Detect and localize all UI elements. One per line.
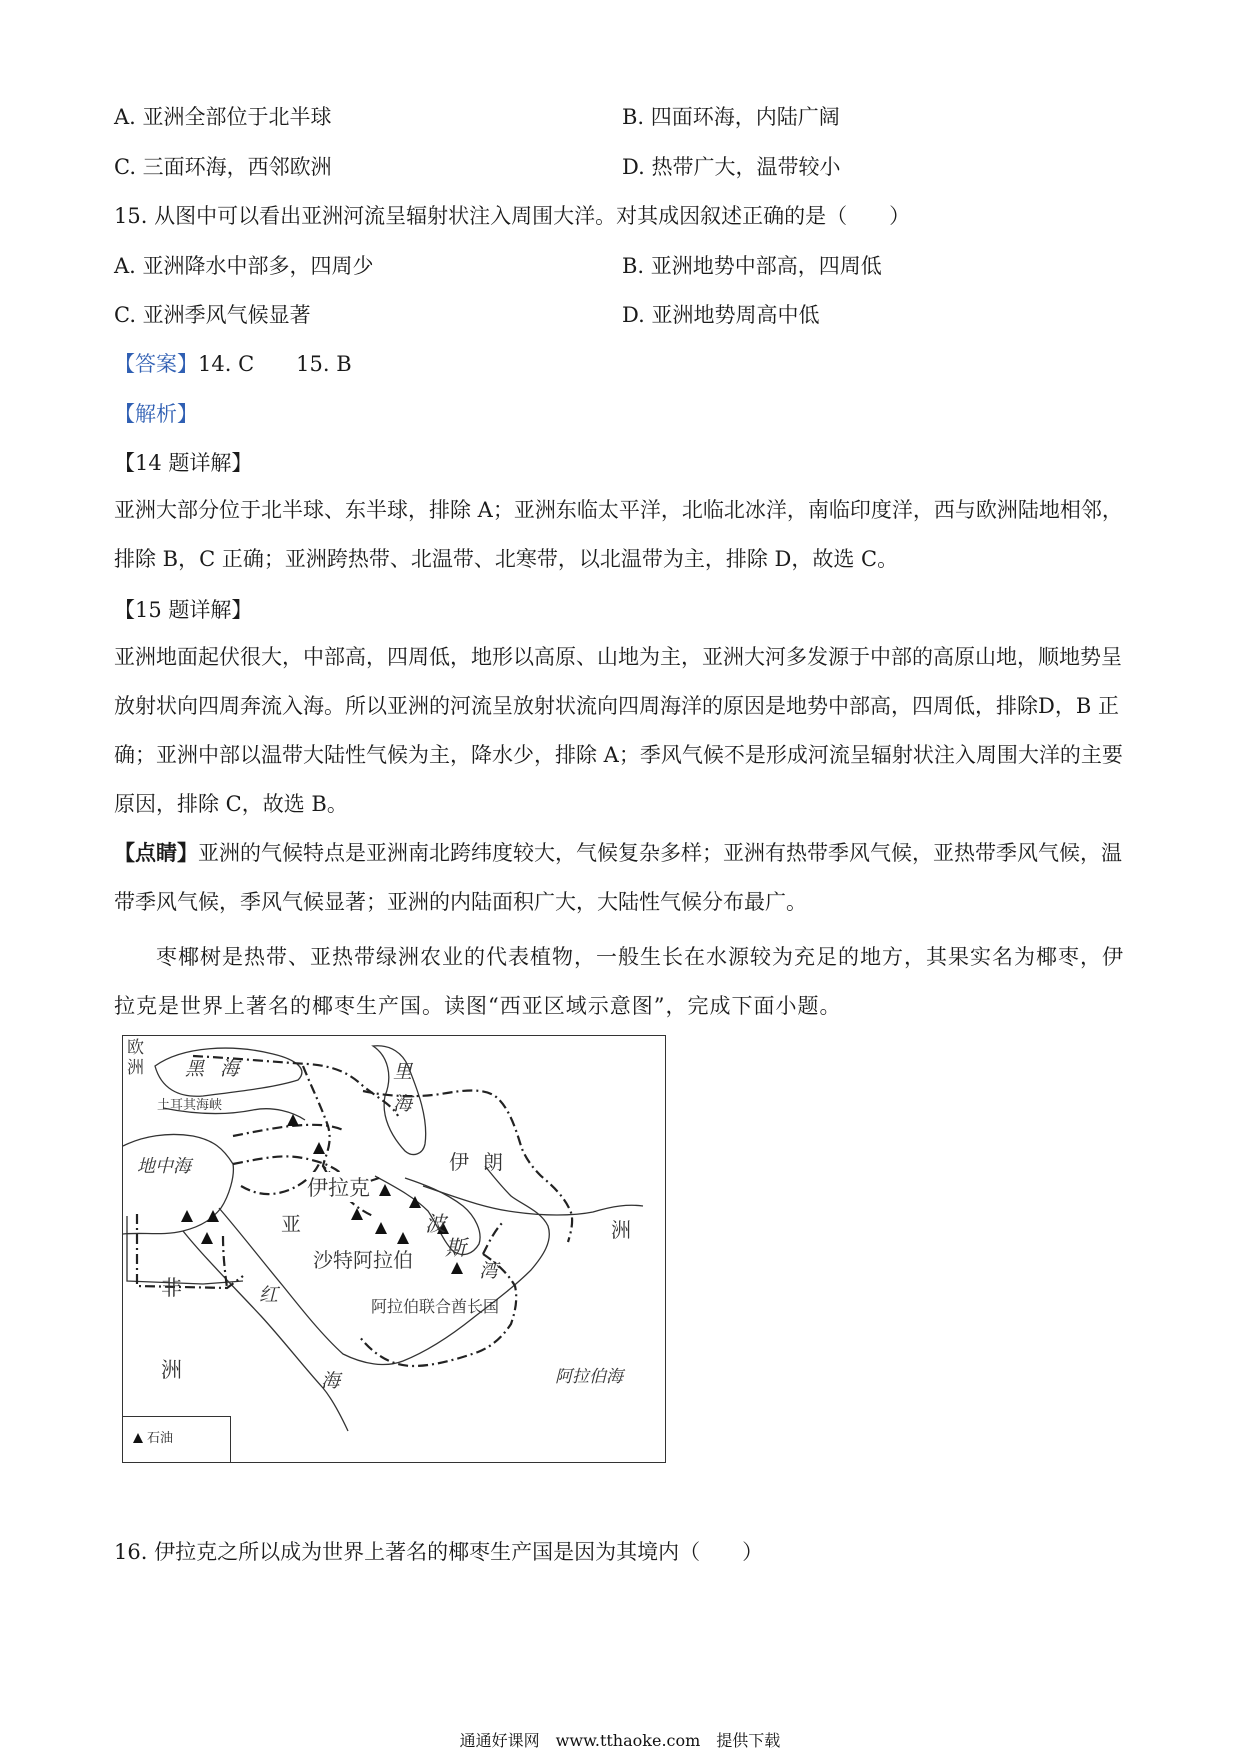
map-label-red-hai: 海 [321, 1370, 341, 1392]
answer-tag: 【答案】 [114, 352, 198, 376]
map-label-persian-bo: 波 [425, 1212, 446, 1236]
answer-line [114, 350, 352, 378]
q14-option-a: A. 亚洲全部位于北半球 [114, 105, 332, 129]
q16-stem: 16. 伊拉克之所以成为世界上著名的椰枣生产国是因为其境内（ ） [114, 1540, 764, 1564]
q15-stem: 15. 从图中可以看出亚洲河流呈辐射状注入周围大洋。对其成因叙述正确的是（ ） [114, 204, 911, 228]
q15-option-b: B. 亚洲地势中部高，四周低 [622, 254, 882, 278]
map-label-saudi: 沙特阿拉伯 [313, 1248, 413, 1272]
oil-triangle-icon [379, 1184, 391, 1196]
map-label-persian-wan: 湾 [479, 1260, 499, 1282]
map-label-uae: 阿拉伯联合酋长国 [371, 1297, 500, 1316]
west-asia-map [122, 1035, 666, 1463]
map-label-mediterranean: 地中海 [137, 1156, 191, 1177]
map-legend [123, 1416, 231, 1462]
q15-option-a: A. 亚洲降水中部多，四周少 [114, 254, 374, 278]
oil-triangle-icon [451, 1262, 463, 1274]
oil-triangle-icon [351, 1208, 363, 1220]
oil-triangle-icon [409, 1196, 421, 1208]
map-label-asia-ya: 亚 [281, 1212, 301, 1236]
oil-triangle-icon [313, 1142, 325, 1154]
oil-triangle-icon [133, 1433, 143, 1443]
tip-paragraph [114, 828, 1134, 927]
map-label-arabian-sea: 阿拉伯海 [555, 1367, 623, 1387]
analysis-tag: 【解析】 [114, 402, 198, 426]
tip-tag: 【点睛】 [114, 840, 198, 865]
page-footer: 通通好课网 www.tthaoke.com 提供下载 [459, 1731, 781, 1750]
q14-option-d: D. 热带广大，温带较小 [622, 155, 841, 179]
q14-option-c: C. 三面环海，西邻欧洲 [114, 155, 332, 179]
detail14-title: 【14 题详解】 [114, 451, 253, 475]
detail15-body: 亚洲地面起伏很大，中部高，四周低，地形以高原、山地为主，亚洲大河多发源于中部的高原山地，顺地势呈放射状向四周奔流入海。所以亚洲的河流呈放射状流向四周海洋的原因是地势中部高，四周低，排除D，B 正确；亚洲中部以温带大陆性气候为主，降水少，排除 A；季风气候不是形成河流呈辐射状注入周围大洋的主要原因，排除 C，故选 B。 [114, 645, 1123, 816]
tip-body: 亚洲的气候特点是亚洲南北跨纬度较大，气候复杂多样；亚洲有热带季风气候，亚热带季风气候，温带季风气候，季风气候显著；亚洲的内陆面积广大，大陆性气候分布最广。 [114, 841, 1122, 914]
legend-oil-label: 石油 [147, 1431, 174, 1446]
map-label-africa-fei: 非 [161, 1276, 182, 1300]
map-label-red-hong: 红 [259, 1284, 279, 1306]
oil-triangle-icon [397, 1232, 409, 1244]
map-label-iraq: 伊拉克 [307, 1172, 370, 1202]
map-label-africa-zhou: 洲 [161, 1358, 182, 1382]
q15-option-d: D. 亚洲地势周高中低 [622, 303, 820, 327]
map-label-europe: 欧洲 [127, 1038, 144, 1078]
oil-triangle-icon [181, 1210, 193, 1222]
detail14-body: 亚洲大部分位于北半球、东半球，排除 A；亚洲东临太平洋，北临北冰洋，南临印度洋，西与欧洲陆地相邻，排除 B，C 正确；亚洲跨热带、北温带、北寒带，以北温带为主，排除 D，故选 C。 [114, 498, 1123, 571]
detail15-title: 【15 题详解】 [114, 598, 253, 622]
q14-option-b: B. 四面环海，内陆广阔 [622, 105, 840, 129]
map-label-iran: 伊朗 [449, 1150, 517, 1174]
map-label-strait: 土耳其海峡 [157, 1098, 223, 1113]
oil-triangle-icon [375, 1222, 387, 1234]
map-label-asia-zhou: 洲 [611, 1218, 631, 1242]
intro-paragraph: 枣椰树是热带、亚热带绿洲农业的代表植物，一般生长在水源较为充足的地方，其果实名为椰枣，伊拉克是世界上著名的椰枣生产国。读图“西亚区域示意图”，完成下面小题。 [114, 945, 1124, 1018]
answer-text: 14. C 15. B [198, 352, 352, 376]
map-label-caspian: 里海 [393, 1061, 413, 1115]
map-label-persian-si: 斯 [445, 1236, 466, 1260]
map-label-black-sea: 黑海 [185, 1058, 256, 1080]
q15-option-c: C. 亚洲季风气候显著 [114, 303, 311, 327]
oil-triangle-icon [201, 1232, 213, 1244]
